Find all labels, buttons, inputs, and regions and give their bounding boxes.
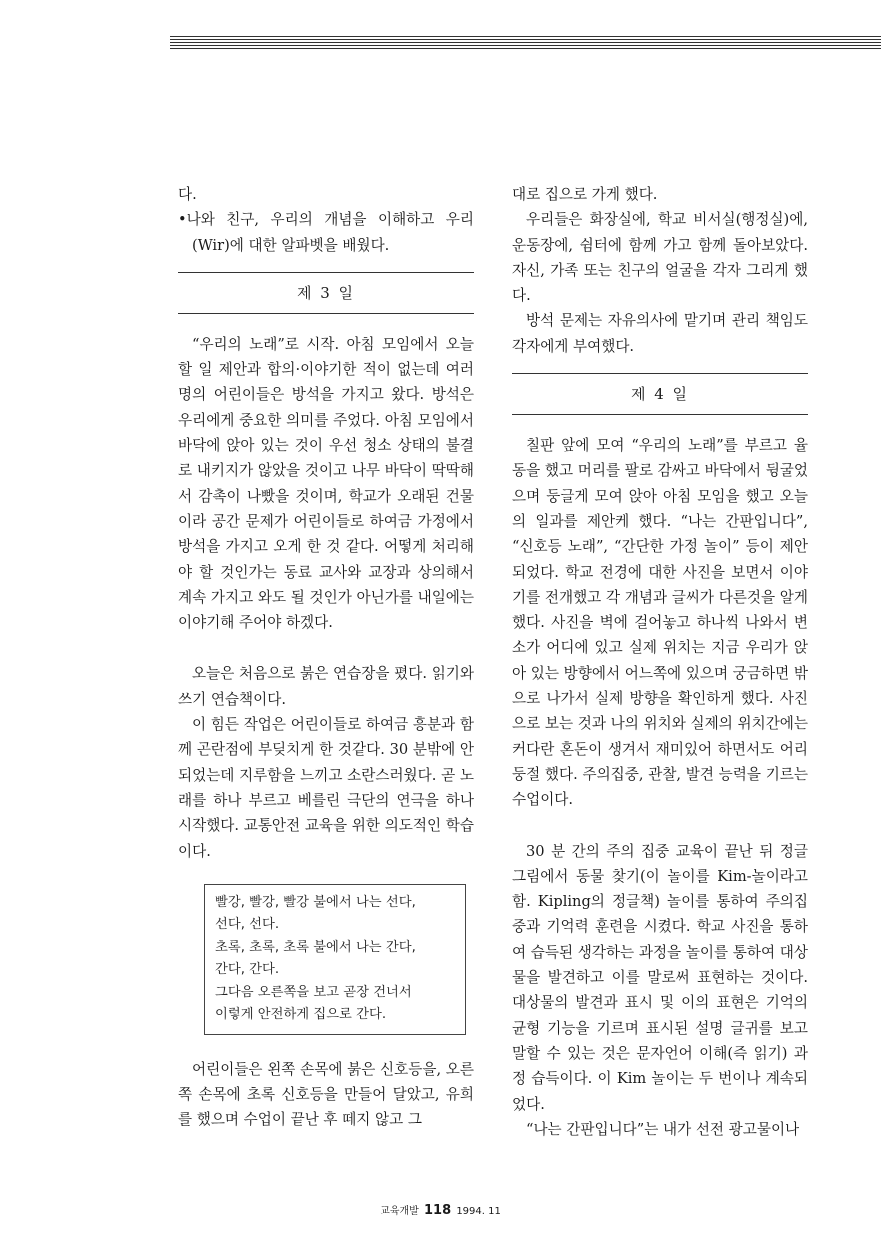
- paragraph: 방석 문제는 자유의사에 맡기며 관리 책임도 각자에게 부여했다.: [512, 312, 808, 355]
- left-column: [178, 182, 474, 1133]
- page-footer: [0, 1202, 881, 1218]
- lyric-line: 빨강, 빨강, 빨강 불에서 나는 선다,: [215, 894, 416, 910]
- issue-date: 1994. 11: [456, 1206, 501, 1217]
- paragraph: 다.: [178, 186, 197, 203]
- lyric-line: 간다, 간다.: [215, 962, 280, 978]
- paragraph: 이 힘든 작업은 어린이들로 하여금 흥분과 함께 곤란점에 부딪치게 한 것같다. 30 분밖에 안되었는데 지루함을 느끼고 소란스러웠다. 곧 노래를 하나 부르고 베를린 극단의 연극을 하나 시작했다. 교통안전 교육을 위한 의도적인 학습이다.: [178, 716, 474, 860]
- journal-name: 교육개발: [380, 1206, 419, 1217]
- paragraph: 어린이들은 왼쪽 손목에 붉은 신호등을, 오른쪽 손목에 초록 신호등을 만들어 달았고, 유희를 했으며 수업이 끝난 후 떼지 않고 그: [178, 1060, 474, 1129]
- paragraph: 칠판 앞에 모여 “우리의 노래”를 부르고 율동을 했고 머리를 팔로 감싸고 바닥에서 뒹굴었으며 둥글게 모여 앉아 아침 모임을 했고 오늘의 일과를 제안케 했다. “나는 간판입니다”, “신호등 노래”, “간단한 가정 놀이” 등이 제안되었다. 학교 전경에 대한 사진을 보면서 이야기를 전개했고 각 개념과 글씨가 다른것을 알게 했다. 사진을 벽에 걸어놓고 하나씩 나와서 변소가 어디에 있고 실제 위치는 지금 우리가 앉아 있는 방향에서 어느쪽에 있으며 궁금하면 밖으로 나가서 실제 방향을 확인하게 했다. 사진으로 보는 것과 나의 위치와 실제의 위치간에는 커다란 혼돈이 생겨서 재미있어 하면서도 어리둥절 했다. 주의집중, 관찰, 발견 능력을 기르는 수업이다.: [512, 437, 808, 809]
- paragraph: 대로 집으로 가게 했다.: [512, 186, 658, 203]
- header-rule-lines: [170, 36, 881, 52]
- lyric-line: 초록, 초록, 초록 불에서 나는 간다,: [215, 939, 416, 955]
- paragraph: 오늘은 처음으로 붉은 연습장을 폈다. 읽기와 쓰기 연습책이다.: [178, 665, 474, 708]
- paragraph: 30 분 간의 주의 집중 교육이 끝난 뒤 정글 그림에서 동물 찾기(이 놀이를 Kim-놀이라고 함. Kipling의 정글책) 놀이를 통하여 주의집중과 기억력 훈련을 시켰다. 학교 사진을 통하여 습득된 생각하는 과정을 놀이를 통하여 대상물을 발견하고 이를 말로써 표현하는 것이다. 대상물의 발견과 표시 및 이의 표현은 기억의 균형 기능을 기르며 표시된 설명 글귀를 보고 말할 수 있는 것은 문자언어 이해(즉 읽기) 과정 습득이다. 이 Kim 놀이는 두 번이나 계속되었다.: [512, 842, 808, 1113]
- section-heading-day4: 제 4 일: [512, 373, 808, 415]
- page-number: 118: [423, 1203, 452, 1218]
- paragraph: 우리들은 화장실에, 학교 비서실(행정실)에, 운동장에, 쉼터에 함께 가고 함께 돌아보았다. 자신, 가족 또는 친구의 얼굴을 각자 그리게 했다.: [512, 211, 808, 305]
- section-heading-day3: 제 3 일: [178, 272, 474, 314]
- lyric-line: 그다음 오른쪽을 보고 곧장 건너서: [215, 984, 412, 1000]
- bullet-item: •나와 친구, 우리의 개념을 이해하고 우리(Wir)에 대한 알파벳을 배웠다.: [178, 211, 474, 254]
- lyric-line: 선다, 선다.: [215, 917, 280, 933]
- lyric-line: 이렇게 안전하게 집으로 간다.: [215, 1007, 387, 1023]
- paragraph: “나는 간판입니다”는 내가 선전 광고물이나: [526, 1120, 800, 1138]
- right-column: [512, 182, 808, 1142]
- paragraph: “우리의 노래”로 시작. 아침 모임에서 오늘 할 일 제안과 합의·이야기한 적이 없는데 여러 명의 어린이들은 방석을 가지고 왔다. 방석은 우리에게 중요한 의미를 주었다. 아침 모임에서 바닥에 앉아 있는 것이 우선 청소 상태의 불결로 내키지가 않았을 것이고 나무 바닥이 딱딱해서 감촉이 나빴을 것이며, 학교가 오래된 건물이라 공간 문제가 어린이들로 하여금 가정에서 방석을 가지고 오게 한 것 같다. 어떻게 처리해야 할 것인가는 동료 교사와 교장과 상의해서 계속 가지고 와도 될 것인가 아닌가를 내일에는 이야기해 주어야 하겠다.: [178, 335, 474, 632]
- song-lyrics-box: [204, 884, 466, 1035]
